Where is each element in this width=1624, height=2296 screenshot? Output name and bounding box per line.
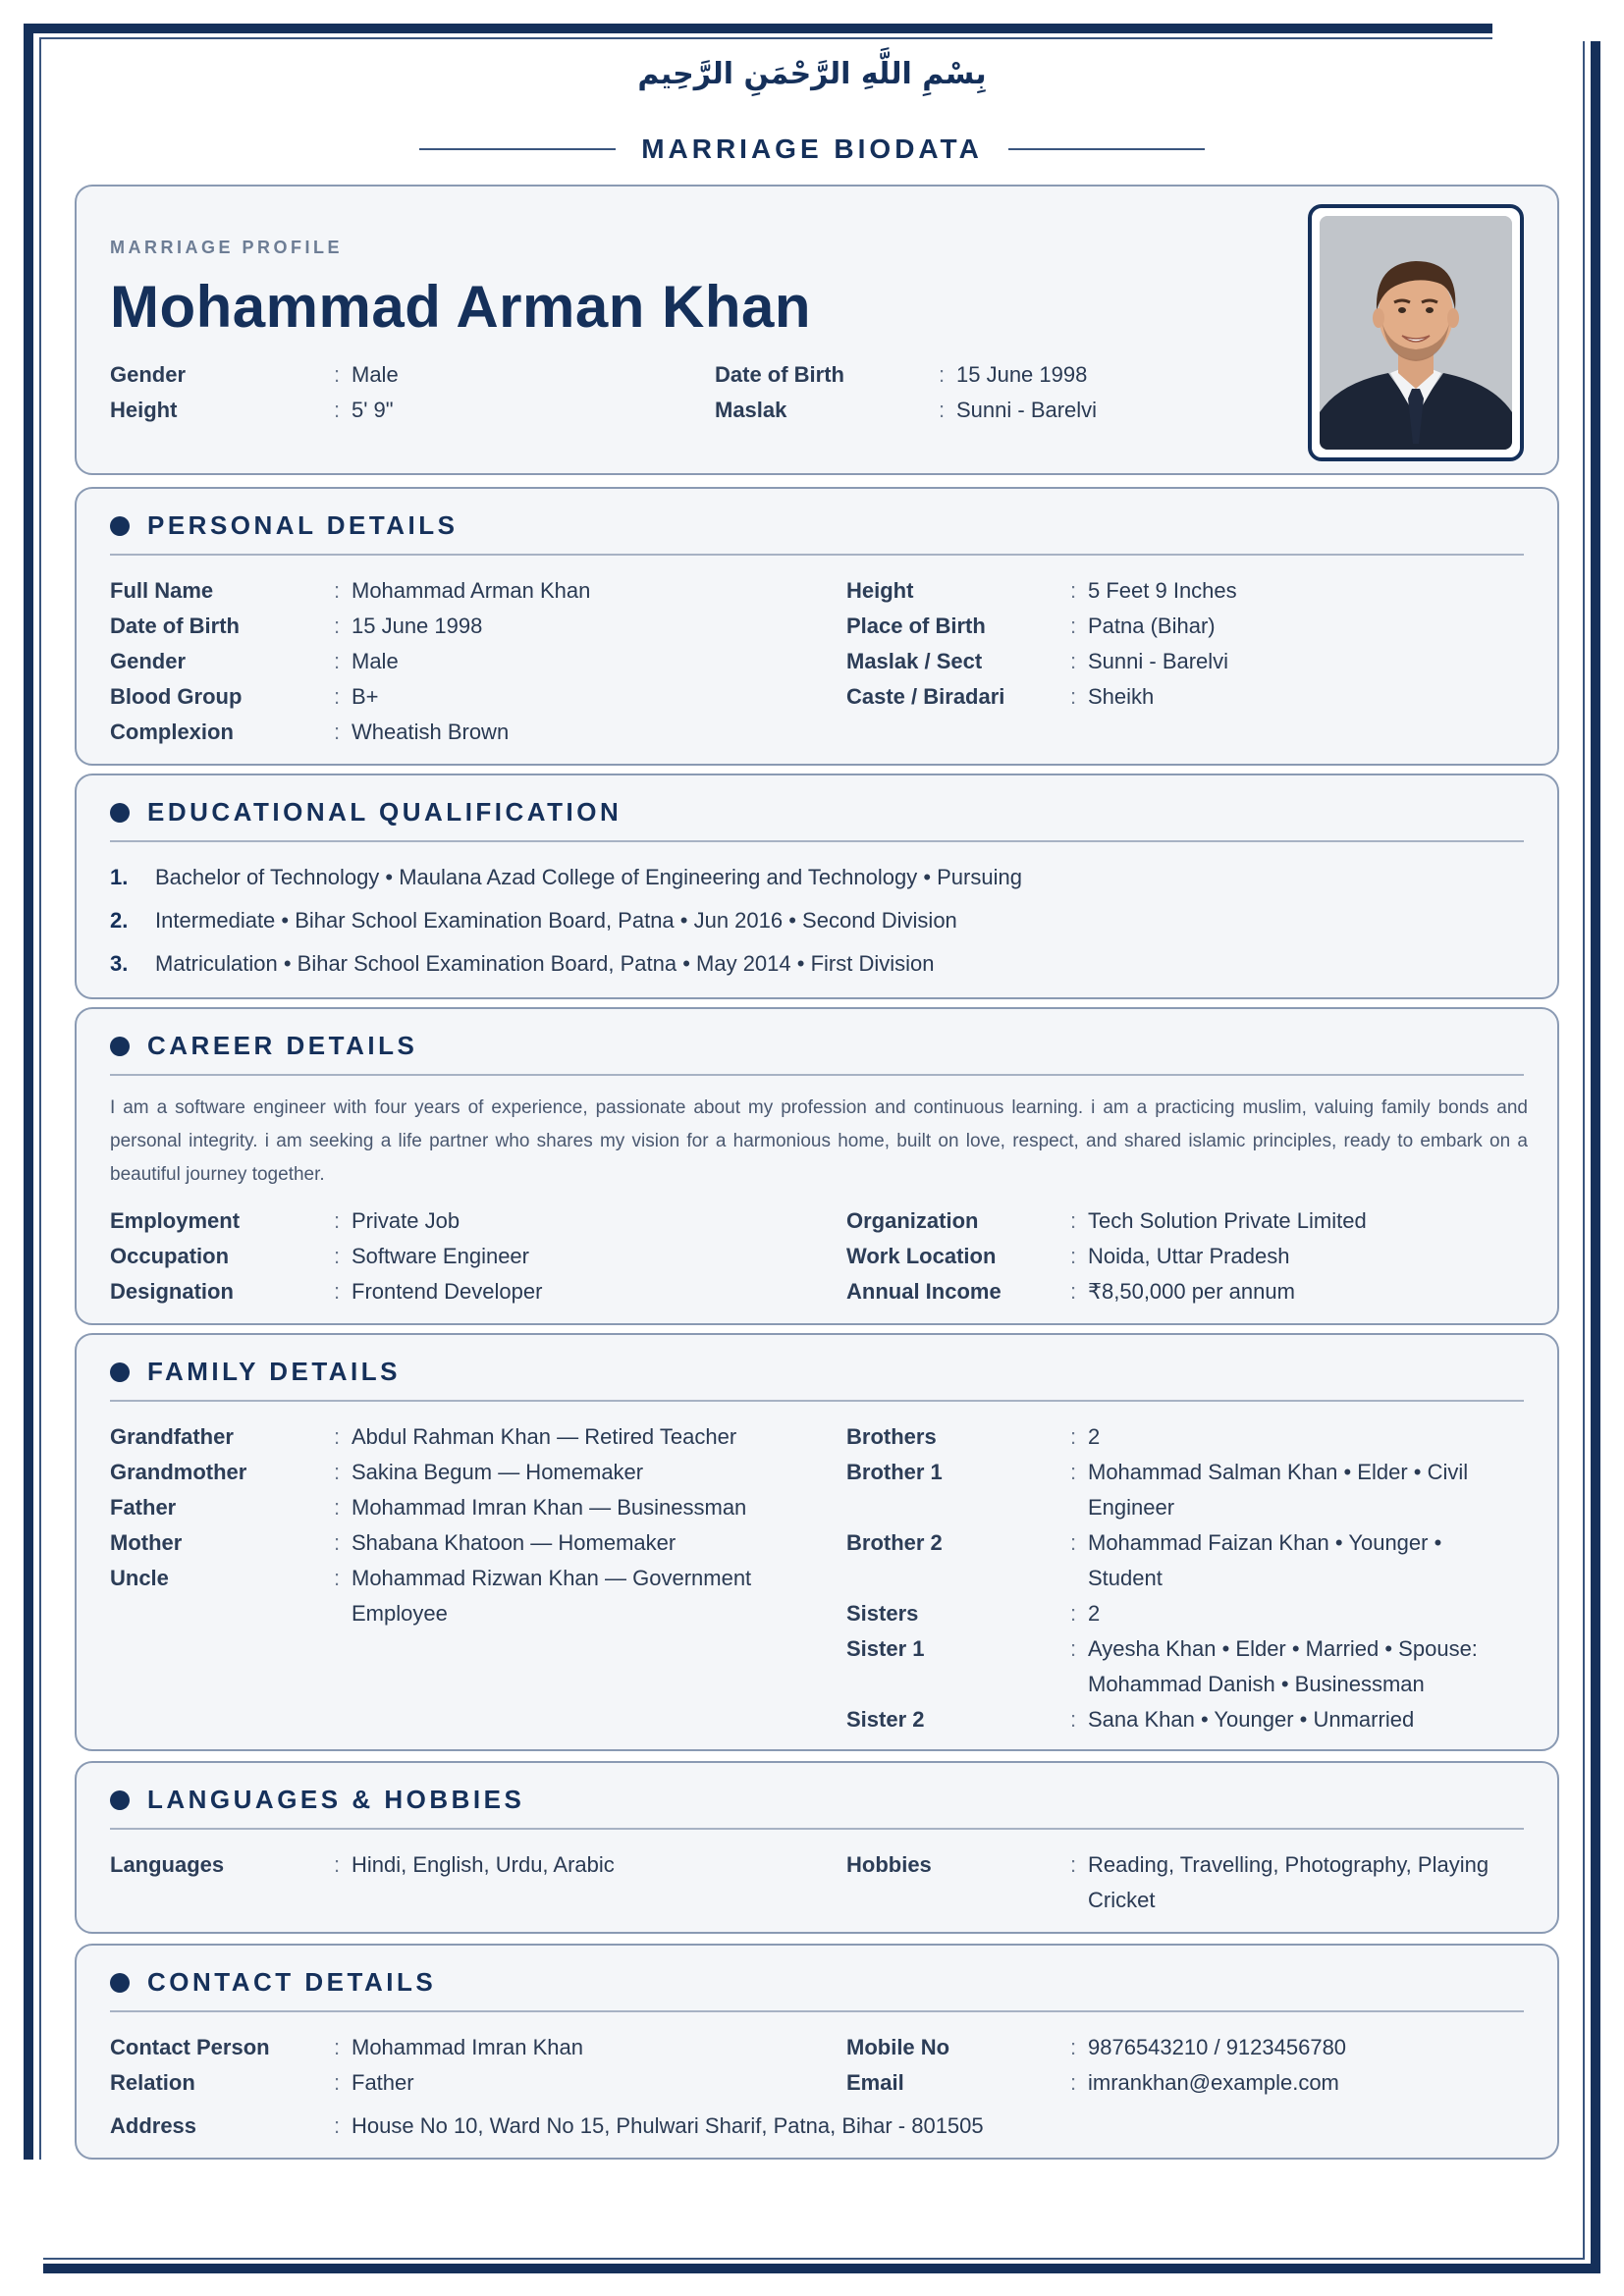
title-divider: [1008, 148, 1205, 150]
section-header: [110, 1967, 436, 1998]
section-header: [110, 1357, 401, 1387]
career-card: CAREER DETAILS I am a software engineer with four years of experience, passionate about my profession and continuous learning. i am a practicing muslim, valuing family bonds and personal integrity. i am seeking a life partner who shares my vision for a harmonious home, built on love, respect, and shared islamic principles, ready to embark on a beautiful journey together. Employment : Private Job Occupation : Software Engineer Designation : Frontend Developer Organization : Tech Solution Private Limited Work Location : Noida, Uttar Pradesh Annual Income : ₹8,50,000 per annum: [75, 1007, 1559, 1325]
section-header: [110, 797, 622, 828]
section-header: [110, 510, 459, 541]
profile-card: MARRIAGE PROFILE Mohammad Arman Khan Gender : Male Height : 5' 9" Date of Birth : 15 June 1998 Maslak : Sunni - Barelvi: [75, 185, 1559, 475]
bismillah-heading: بِسْمِ اللَّهِ الرَّحْمَنِ الرَّحِيم: [637, 57, 987, 91]
bullet-dot-icon: [110, 1973, 130, 1993]
family-card: FAMILY DETAILS Grandfather : Abdul Rahman Khan — Retired Teacher Grandmother : Sakina Begum — Homemaker Father : Mohammad Imran Khan — Businessman Mother : Shabana Khatoon — Homemaker Uncle : Mohammad Rizwan Khan — Government Employee Brothers : 2 Brother 1 : Mohammad Salman Khan • Elder • Civil Engineer Brother 2 : Mohammad Faizan Khan • Younger • Student Sisters : 2 Sister 1 : Ayesha Khan • Elder • Married • Spouse: Mohammad Danish • Businessman Sister 2 : Sana Khan • Younger • Unmarried: [75, 1333, 1559, 1751]
section-title: PERSONAL DETAILS: [147, 510, 459, 540]
section-divider: [110, 1828, 1524, 1830]
section-divider: [110, 2010, 1524, 2012]
profile-kicker: MARRIAGE PROFILE: [110, 238, 344, 257]
candidate-name: Mohammad Arman Khan: [110, 274, 812, 340]
profile-photo: [1320, 216, 1512, 450]
languages-hobbies-card: LANGUAGES & HOBBIES Languages : Hindi, English, Urdu, Arabic Hobbies : Reading, Travelling, Photography, Playing Cricket: [75, 1761, 1559, 1934]
section-title: EDUCATIONAL QUALIFICATION: [147, 797, 623, 827]
education-item: 1. Bachelor of Technology • Maulana Azad College of Engineering and Technology • Pursuing: [110, 865, 1022, 889]
bullet-dot-icon: [110, 1790, 130, 1810]
bullet-dot-icon: [110, 803, 130, 823]
title-divider: [419, 148, 616, 150]
education-card: [75, 774, 1559, 999]
contact-card: CONTACT DETAILS Contact Person : Mohammad Imran Khan Relation : Father Mobile No : 9876543210 / 9123456780 Email : imrankhan@example.com Address : House No 10, Ward No 15, Phulwari Sharif, Patna, Bihar - 801505: [75, 1944, 1559, 2160]
career-summary: I am a software engineer with four years of experience, passionate about my profession and continuous learning. i am a practicing muslim, valuing family bonds and personal integrity. i am seeking a life partner who shares my vision for a harmonious home, built on love, respect, and shared islamic principles, ready to embark on a beautiful journey together.: [110, 1097, 1528, 1185]
section-title: CONTACT DETAILS: [147, 1967, 437, 1997]
education-item: 3. Matriculation • Bihar School Examination Board, Patna • May 2014 • First Division: [110, 951, 935, 976]
section-header: [110, 1785, 524, 1815]
frame-gap: [4, 2273, 132, 2295]
section-divider: [110, 1074, 1524, 1076]
section-divider: [110, 554, 1524, 556]
portrait-image: [1320, 216, 1512, 450]
education-item: 2. Intermediate • Bihar School Examination Board, Patna • Jun 2016 • Second Division: [110, 908, 957, 933]
section-title: FAMILY DETAILS: [147, 1357, 401, 1386]
section-divider: [110, 1400, 1524, 1402]
section-divider: [110, 840, 1524, 842]
bullet-dot-icon: [110, 516, 130, 536]
bullet-dot-icon: [110, 1037, 130, 1056]
bullet-dot-icon: [110, 1362, 130, 1382]
section-title: LANGUAGES & HOBBIES: [147, 1785, 525, 1814]
section-header: [110, 1031, 417, 1061]
profile-photo-frame: [1308, 204, 1524, 461]
section-title: CAREER DETAILS: [147, 1031, 418, 1060]
document-title-row: [0, 130, 1624, 169]
frame-gap: [4, 2160, 43, 2277]
document-title: MARRIAGE BIODATA: [641, 133, 983, 164]
personal-details-card: PERSONAL DETAILS Full Name : Mohammad Arman Khan Date of Birth : 15 June 1998 Gender : Male Blood Group : B+ Complexion : Wheatish Brown Height : 5 Feet 9 Inches Place of Birth : Patna (Bihar) Maslak / Sect : Sunni - Barelvi Caste / Biradari : Sheikh: [75, 487, 1559, 766]
